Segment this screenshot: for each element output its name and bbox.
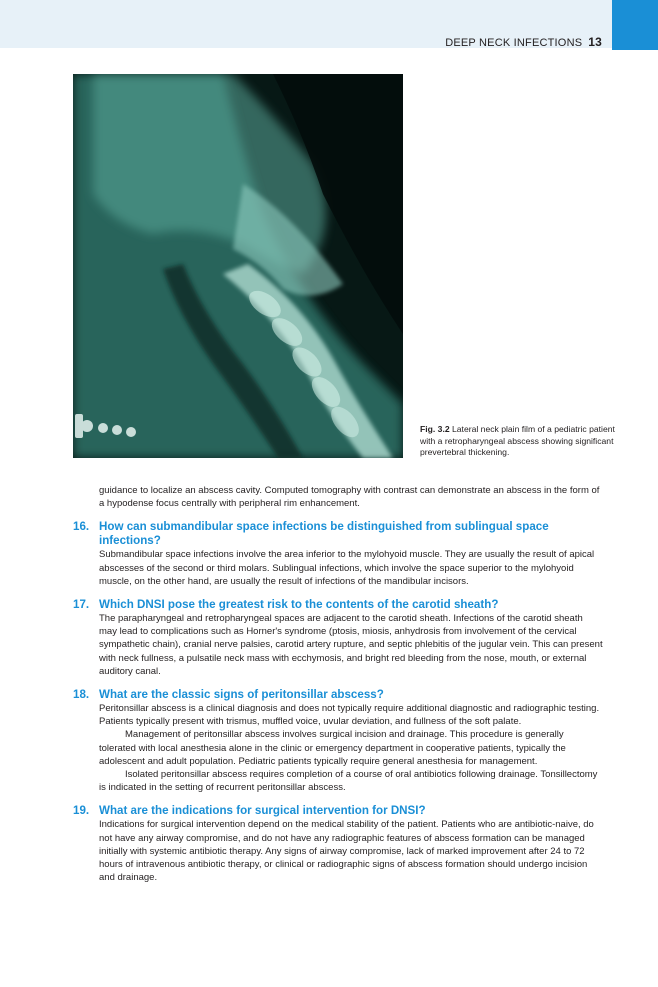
question-number: 16. [73,520,90,534]
answer-paragraph: Submandibular space infections involve the area inferior to the mylohyoid muscle. They are usually the result of apical abscesses of the second or third molars. Sublingual infections, which involve the space superior to the mylohyoid muscle, on the other hand, are usually the result of infections of the mandibular incisors. [99,549,595,587]
question-19 [73,804,603,884]
question-16 [73,520,603,588]
question-heading: How can submandibular space infections be distinguished from sublingual space infections? [99,520,549,548]
page-number: 13 [588,35,602,49]
question-number: 17. [73,598,90,612]
page-body [73,484,603,884]
continuation-paragraph: guidance to localize an abscess cavity. Computed tomography with contrast can demonstrate an abscess in the form of a hypodense focus centrally with peripheral rim enhancement. [99,485,600,510]
question-18 [73,688,603,794]
answer-paragraph: Isolated peritonsillar abscess requires completion of a course of oral antibiotics following drainage. Tonsillectomy is indicated in the setting of recurrent peritonsillar abscess. [99,769,598,794]
question-heading: What are the indications for surgical intervention for DNSI? [99,804,426,818]
question-heading: Which DNSI pose the greatest risk to the contents of the carotid sheath? [99,598,499,612]
figure-caption [420,424,620,459]
question-number: 19. [73,804,90,818]
xray-image [73,74,403,458]
question-17 [73,598,603,678]
figure-label: Fig. 3.2 [420,424,450,434]
answer-paragraph: The parapharyngeal and retropharyngeal spaces are adjacent to the carotid sheath. Infections of the carotid sheath may lead to complications such as Horner's syndrome (ptosis, miosis, anhydrosis from involvement of the cervical sympathetic chain), cranial nerve palsies, carotid artery rupture, and septic phlebitis of the jugular vein. This can present with neck fullness, a pulsatile neck mass with ecchymosis, and bright red bleeding from the nose, mouth, or external auditory canal. [99,613,603,677]
chapter-tab [612,0,658,50]
question-heading: What are the classic signs of peritonsillar abscess? [99,688,384,702]
running-title: DEEP NECK INFECTIONS [445,37,583,49]
figure-caption-text: Lateral neck plain film of a pediatric patient with a retropharyngeal abscess showing significant prevertebral thickening. [420,424,615,457]
answer-paragraph: Management of peritonsillar abscess involves surgical incision and drainage. This procedure is generally tolerated with local anesthesia alone in the clinic or emergency department in cooperative patients, typically the adolescent and adult population. Pediatric patients typically require general anesthesia for management. [99,729,566,767]
running-header [445,35,602,49]
xray-graphic [73,74,403,458]
question-number: 18. [73,688,90,702]
answer-paragraph: Peritonsillar abscess is a clinical diagnosis and does not typically require additional diagnostic and radiographic testing. Patients typically present with trismus, muffled voice, uvular deviation, and fullness of the soft palate. [99,703,600,728]
answer-paragraph: Indications for surgical intervention depend on the medical stability of the patient. Patients who are antibiotic-naive, do not have any airway compromise, and do not have any radiographic features of abscess formation can be managed initially with systemic antibiotic therapy. Any signs of airway compromise, lack of marked improvement after 24 to 72 hours of intravenous antibiotic therapy, or clinical or radiographic signs of abscess formation should undergo incision and drainage. [99,819,594,884]
